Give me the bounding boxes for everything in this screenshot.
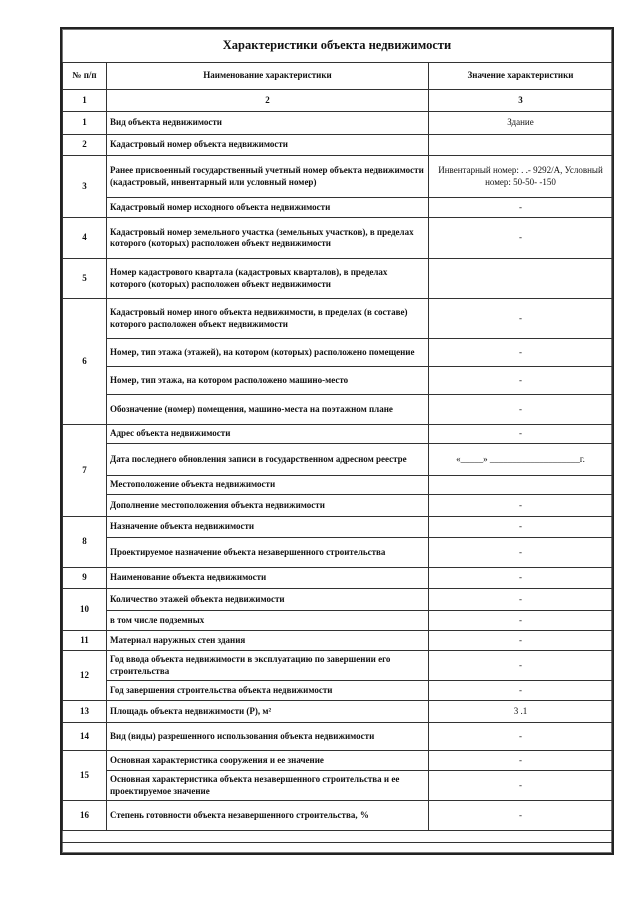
row-number: 13 [63, 701, 107, 723]
characteristic-value: - [429, 681, 613, 701]
table-row [63, 723, 613, 751]
characteristic-value: - [429, 198, 613, 218]
characteristic-name: Дополнение местоположения объекта недвижимости [107, 495, 429, 517]
header-name: Наименование характеристики [107, 63, 429, 90]
characteristic-value: - [429, 339, 613, 367]
row-number: 10 [63, 589, 107, 631]
table-row [63, 156, 613, 198]
characteristic-value: - [429, 801, 613, 831]
characteristic-value: Здание [429, 112, 613, 135]
table-row [63, 681, 613, 701]
characteristic-name: Местоположение объекта недвижимости [107, 476, 429, 495]
row-number: 12 [63, 651, 107, 701]
characteristic-value: - [429, 631, 613, 651]
characteristic-value: - [429, 299, 613, 339]
characteristic-name: Кадастровый номер земельного участка (земельных участков), в пределах которого (которых) расположен объект недвижимости [107, 218, 429, 259]
column-index-3: 3 [429, 90, 613, 112]
row-number: 6 [63, 299, 107, 425]
characteristics-table [62, 62, 613, 831]
column-index-1: 1 [63, 90, 107, 112]
characteristic-name: Ранее присвоенный государственный учетный номер объекта недвижимости (кадастровый, инвентарный или условный номер) [107, 156, 429, 198]
table-row [63, 568, 613, 589]
characteristic-name: Кадастровый номер иного объекта недвижимости, в пределах (в составе) которого расположен объект недвижимости [107, 299, 429, 339]
characteristic-name: Наименование объекта недвижимости [107, 568, 429, 589]
characteristic-name: Материал наружных стен здания [107, 631, 429, 651]
row-number: 3 [63, 156, 107, 218]
characteristic-value: - [429, 651, 613, 681]
table-header-row [63, 63, 613, 90]
characteristic-value: - [429, 538, 613, 568]
characteristic-name: Площадь объекта недвижимости (P), м² [107, 701, 429, 723]
row-number: 7 [63, 425, 107, 517]
table-row [63, 631, 613, 651]
characteristic-value [429, 259, 613, 299]
characteristic-value: - [429, 517, 613, 538]
characteristic-name: Степень готовности объекта незавершенного строительства, % [107, 801, 429, 831]
characteristic-name: в том числе подземных [107, 611, 429, 631]
table-row [63, 299, 613, 339]
characteristic-value: - [429, 218, 613, 259]
characteristic-value: «_____» ____________________г. [429, 444, 613, 476]
characteristic-name: Кадастровый номер исходного объекта недвижимости [107, 198, 429, 218]
column-index-row [63, 90, 613, 112]
characteristic-value: - [429, 425, 613, 444]
characteristic-value: - [429, 723, 613, 751]
characteristic-name: Год ввода объекта недвижимости в эксплуатацию по завершении его строительства [107, 651, 429, 681]
characteristic-name: Назначение объекта недвижимости [107, 517, 429, 538]
table-row [63, 495, 613, 517]
characteristic-name: Основная характеристика сооружения и ее значение [107, 751, 429, 771]
characteristic-value: Инвентарный номер: . .- 9292/А, Условный номер: 50-50- -150 [429, 156, 613, 198]
table-row [63, 444, 613, 476]
characteristic-value: - [429, 771, 613, 801]
row-number: 9 [63, 568, 107, 589]
characteristic-name: Вид объекта недвижимости [107, 112, 429, 135]
table-row [63, 425, 613, 444]
table-row [63, 611, 613, 631]
table-row [63, 651, 613, 681]
characteristic-value: - [429, 751, 613, 771]
row-number: 16 [63, 801, 107, 831]
row-number: 8 [63, 517, 107, 568]
table-row [63, 701, 613, 723]
row-number: 14 [63, 723, 107, 751]
characteristic-name: Номер, тип этажа (этажей), на котором (которых) расположено помещение [107, 339, 429, 367]
characteristic-name: Кадастровый номер объекта недвижимости [107, 135, 429, 156]
table-row [63, 112, 613, 135]
table-row [63, 367, 613, 395]
row-number: 5 [63, 259, 107, 299]
characteristic-name: Проектируемое назначение объекта незавершенного строительства [107, 538, 429, 568]
characteristic-name: Вид (виды) разрешенного использования объекта недвижимости [107, 723, 429, 751]
row-number: 15 [63, 751, 107, 801]
table-row [63, 538, 613, 568]
characteristic-value: - [429, 367, 613, 395]
table-row [63, 751, 613, 771]
characteristic-name: Обозначение (номер) помещения, машино-места на поэтажном плане [107, 395, 429, 425]
characteristic-name: Номер кадастрового квартала (кадастровых кварталов), в пределах которого (которых) расположен объект недвижимости [107, 259, 429, 299]
characteristic-value [429, 135, 613, 156]
table-row [63, 476, 613, 495]
table-row [63, 771, 613, 801]
row-number: 11 [63, 631, 107, 651]
document-title: Характеристики объекта недвижимости [222, 38, 452, 52]
bottom-divider [62, 842, 612, 843]
header-value: Значение характеристики [429, 63, 613, 90]
characteristic-value: - [429, 495, 613, 517]
characteristic-value: - [429, 395, 613, 425]
characteristic-name: Год завершения строительства объекта недвижимости [107, 681, 429, 701]
characteristic-value: 3 .1 [429, 701, 613, 723]
characteristic-value: - [429, 611, 613, 631]
table-row [63, 517, 613, 538]
table-row [63, 801, 613, 831]
table-row [63, 135, 613, 156]
characteristic-value: - [429, 589, 613, 611]
table-row [63, 339, 613, 367]
characteristic-name: Адрес объекта недвижимости [107, 425, 429, 444]
row-number: 4 [63, 218, 107, 259]
table-row [63, 218, 613, 259]
row-number: 2 [63, 135, 107, 156]
header-num: № п/п [63, 63, 107, 90]
table-row [63, 198, 613, 218]
characteristic-name: Основная характеристика объекта незавершенного строительства и ее проектируемое значение [107, 771, 429, 801]
characteristic-name: Номер, тип этажа, на котором расположено машино-место [107, 367, 429, 395]
table-row [63, 259, 613, 299]
characteristic-value: - [429, 568, 613, 589]
table-row [63, 395, 613, 425]
characteristic-name: Дата последнего обновления записи в государственном адресном реестре [107, 444, 429, 476]
characteristic-value [429, 476, 613, 495]
column-index-2: 2 [107, 90, 429, 112]
row-number: 1 [63, 112, 107, 135]
characteristic-name: Количество этажей объекта недвижимости [107, 589, 429, 611]
table-row [63, 589, 613, 611]
